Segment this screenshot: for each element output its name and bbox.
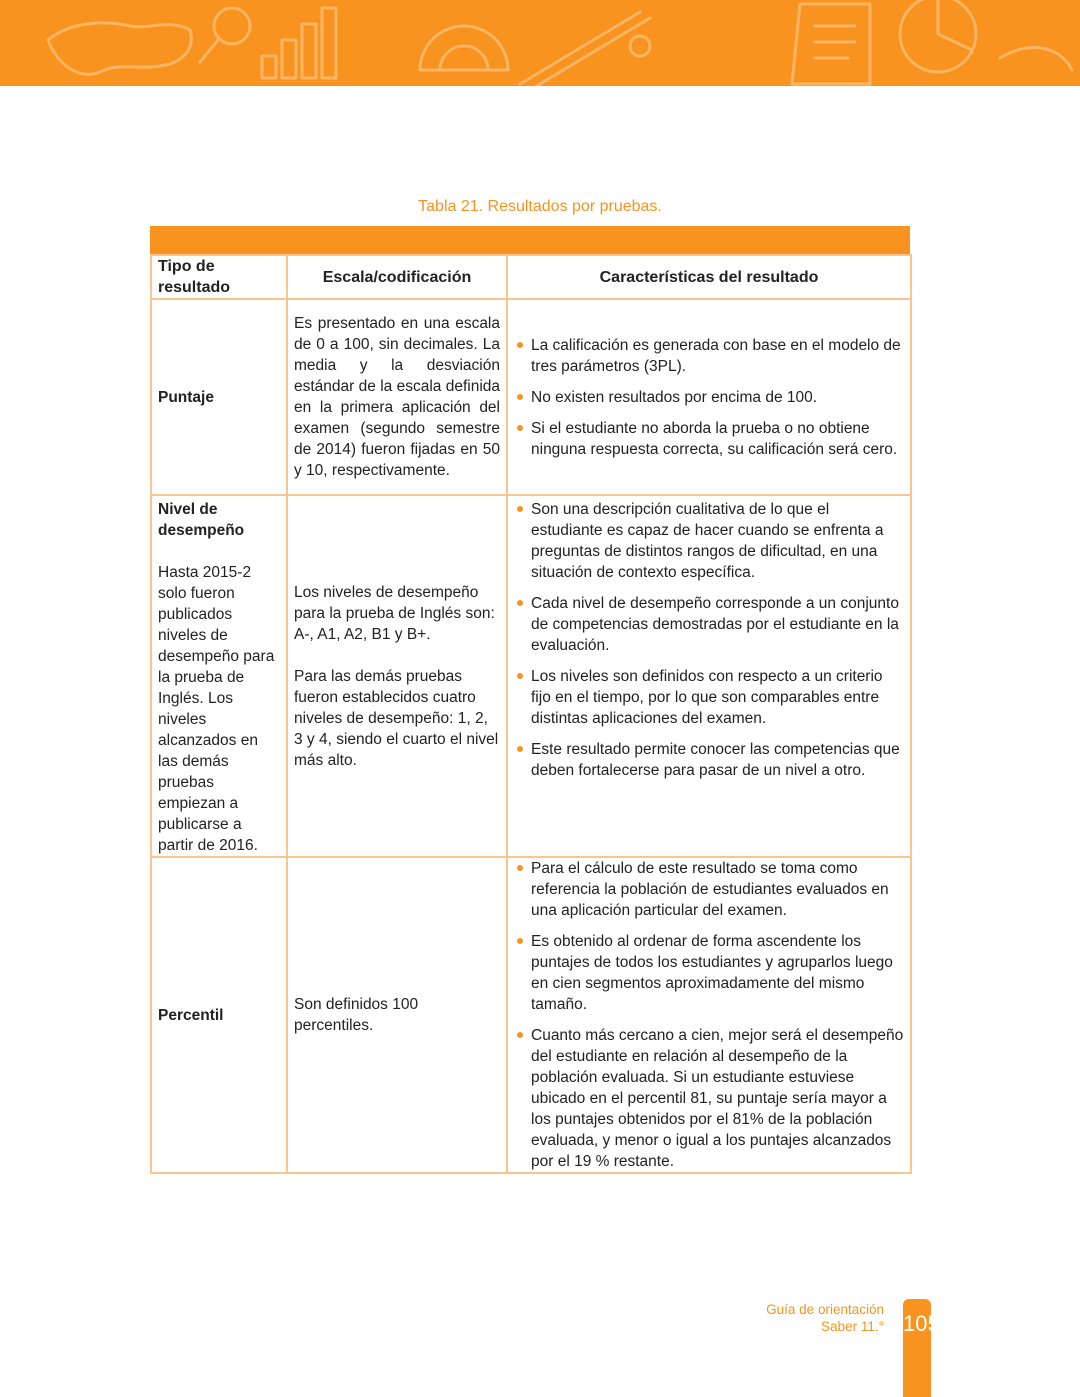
table-row	[151, 495, 911, 857]
pencil-icon	[520, 12, 650, 86]
document-icon	[792, 4, 870, 84]
row-characteristics	[507, 495, 911, 857]
list-item: Si el estudiante no aborda la prueba o no obtiene ninguna respuesta correcta, su calificación será cero.	[514, 418, 904, 460]
page-number: 105	[903, 1311, 940, 1336]
table-row	[151, 299, 911, 495]
header-tipo: Tipo de resultado	[151, 255, 287, 299]
footer-line-2: Saber 11.°	[821, 1319, 884, 1334]
magnifier-icon	[200, 8, 250, 62]
list-item: Son una descripción cualitativa de lo que el estudiante es capaz de hacer cuando se enfrenta a preguntas de distintos rangos de dificultad, en una situación de contexto específica.	[514, 499, 904, 583]
row-scale: Son definidos 100 percentiles.	[287, 857, 507, 1173]
table-header-row	[151, 255, 911, 299]
list-item: Los niveles son definidos con respecto a un criterio fijo en el tiempo, por lo que son comparables entre distintas aplicaciones del examen.	[514, 666, 904, 729]
header-escala: Escala/codificación	[287, 255, 507, 299]
table-caption: Tabla 21. Resultados por pruebas.	[418, 198, 662, 215]
list-item: No existen resultados por encima de 100.	[514, 387, 904, 408]
list-item: Para el cálculo de este resultado se toma como referencia la población de estudiantes evaluados en una aplicación particular del examen.	[514, 858, 904, 921]
list-item: Este resultado permite conocer las competencias que deben fortalecerse para pasar de un nivel a otro.	[514, 739, 904, 781]
row-type	[151, 495, 287, 857]
table-row	[151, 857, 911, 1173]
row-characteristics	[507, 857, 911, 1173]
list-item: Cada nivel de desempeño corresponde a un conjunto de competencias demostradas por el estudiante en la evaluación.	[514, 593, 904, 656]
row-scale	[287, 495, 507, 857]
list-item: Cuanto más cercano a cien, mejor será el desempeño del estudiante en relación al desempeño de la población evaluada. Si un estudiante estuviese ubicado en el percentil 81, su puntaje sería mayor a los puntajes obtenidos por el 81% de la población evaluada, y menor o igual a los puntajes alcanzados por el 19 % restante.	[514, 1025, 904, 1172]
header-caracteristicas: Características del resultado	[507, 255, 911, 299]
map-icon	[48, 23, 191, 74]
protractor-icon	[420, 26, 508, 70]
row-type-title: Nivel de desempeño	[158, 501, 245, 539]
footer-guide-title	[766, 1301, 884, 1335]
row-type-note: Hasta 2015-2 solo fueron publicados niveles de desempeño para la prueba de Inglés. Los niveles alcanzados en las demás pruebas empiezan a publicarse a partir de 2016.	[158, 564, 275, 854]
row-scale-para: Los niveles de desempeño para la prueba de Inglés son: A-, A1, A2, B1 y B+.	[294, 583, 495, 643]
row-scale-para: Para las demás pruebas fueron establecidos cuatro niveles de desempeño: 1, 2, 3 y 4, siendo el cuarto el nivel más alto.	[294, 667, 499, 769]
bar-chart-icon	[262, 8, 336, 78]
row-scale: Es presentado en una escala de 0 a 100, sin decimales. La media y la desviación estándar de la escala definida en la primera aplicación del examen (segundo semestre de 2014) fueron fijadas en 50 y 10, respectivamente.	[287, 299, 507, 495]
footer-line-1: Guía de orientación	[766, 1302, 884, 1317]
page-number-tab	[903, 1299, 940, 1397]
table-header-bar	[150, 226, 910, 254]
row-type: Percentil	[151, 857, 287, 1173]
header-banner	[0, 0, 1080, 86]
list-item: La calificación es generada con base en el modelo de tres parámetros (3PL).	[514, 335, 904, 377]
results-table	[150, 226, 910, 1174]
list-item: Es obtenido al ordenar de forma ascendente los puntajes de todos los estudiantes y agruparlos luego en cien segmentos aproximadamente del mismo tamaño.	[514, 931, 904, 1015]
row-characteristics	[507, 299, 911, 495]
pie-chart-icon	[900, 0, 1072, 72]
row-type: Puntaje	[151, 299, 287, 495]
